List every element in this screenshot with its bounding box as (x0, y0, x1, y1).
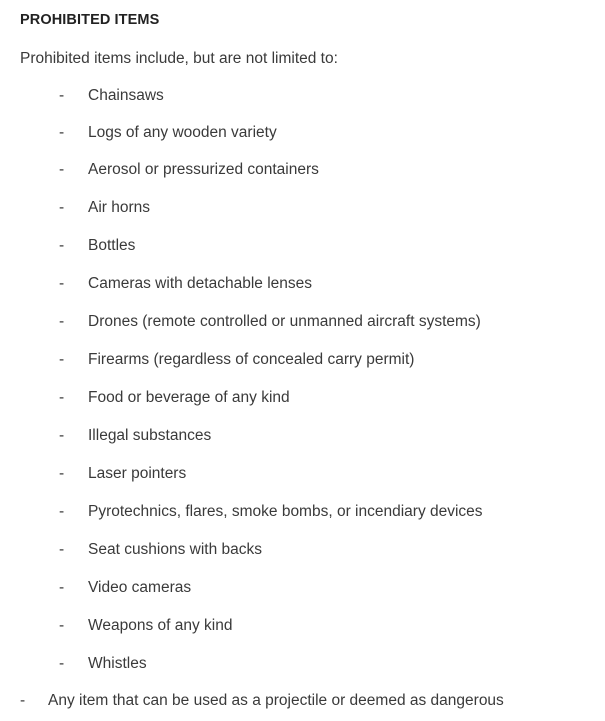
list-item (0, 578, 605, 616)
list-bullet: - (59, 388, 65, 406)
intro-text: Prohibited items include, but are not limited to: (20, 50, 338, 67)
list-item-text: Air horns (88, 198, 151, 216)
list-item (0, 654, 605, 692)
list-bullet: - (59, 236, 65, 254)
list-item-text: Pyrotechnics, flares, smoke bombs, or incendiary devices (88, 502, 483, 520)
list-bullet: - (59, 654, 65, 672)
list-bullet: - (59, 160, 65, 178)
list-item (0, 426, 605, 464)
list-bullet: - (20, 692, 26, 709)
list-item-text: Laser pointers (88, 464, 187, 482)
list-item-text: Whistles (88, 654, 147, 672)
outer-list-item (0, 691, 605, 713)
list-item (0, 464, 605, 502)
prohibited-items-list (0, 86, 605, 692)
section-heading: PROHIBITED ITEMS (20, 12, 160, 28)
list-bullet: - (59, 616, 65, 634)
list-item (0, 198, 605, 236)
list-item-text: Bottles (88, 236, 136, 254)
list-item-text: Illegal substances (88, 426, 212, 444)
list-bullet: - (59, 502, 65, 520)
list-item-text: Video cameras (88, 578, 192, 596)
list-item-text: Drones (remote controlled or unmanned aircraft systems) (88, 312, 481, 330)
list-bullet: - (59, 540, 65, 558)
list-bullet: - (59, 578, 65, 596)
list-item (0, 86, 605, 123)
list-item-text: Chainsaws (88, 87, 164, 104)
list-item-text: Aerosol or pressurized containers (88, 160, 319, 178)
list-bullet: - (59, 274, 65, 292)
outer-list-item-text: Any item that can be used as a projectile or deemed as dangerous (48, 692, 504, 709)
list-item (0, 274, 605, 312)
list-item (0, 160, 605, 198)
list-item (0, 236, 605, 274)
list-item-text: Food or beverage of any kind (88, 388, 290, 406)
list-bullet: - (59, 426, 65, 444)
list-item (0, 388, 605, 426)
list-item (0, 350, 605, 388)
list-item (0, 616, 605, 654)
list-item (0, 502, 605, 540)
list-item-text: Seat cushions with backs (88, 540, 263, 558)
list-item-text: Logs of any wooden variety (88, 123, 277, 141)
list-item-text: Weapons of any kind (88, 616, 233, 634)
list-bullet: - (59, 198, 65, 216)
list-item-text: Firearms (regardless of concealed carry permit) (88, 350, 415, 368)
list-bullet: - (59, 123, 65, 141)
list-bullet: - (59, 87, 65, 104)
list-bullet: - (59, 350, 65, 368)
list-item (0, 312, 605, 350)
list-item (0, 123, 605, 160)
list-item (0, 540, 605, 578)
list-item-text: Cameras with detachable lenses (88, 274, 313, 292)
list-bullet: - (59, 312, 65, 330)
list-bullet: - (59, 464, 65, 482)
